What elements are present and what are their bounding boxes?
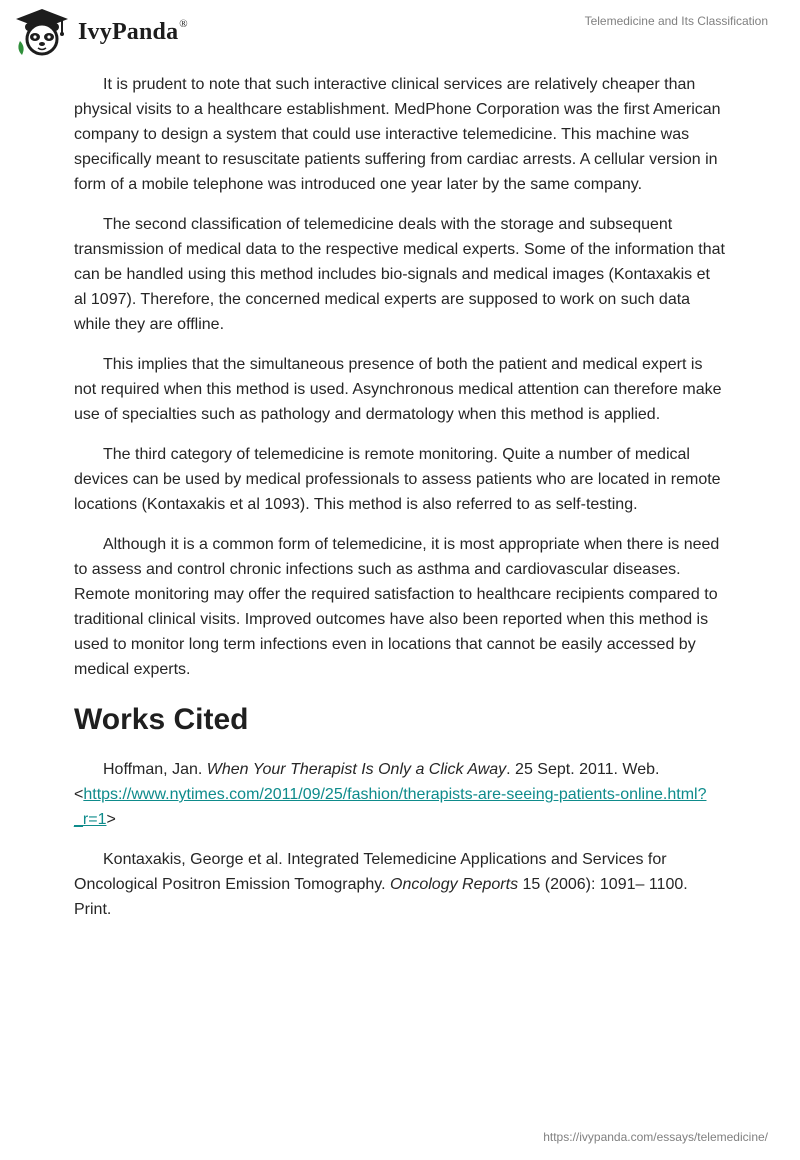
citation-details: . 25 Sept. 2011. Web. < xyxy=(74,761,660,803)
citation-journal: Oncology Reports xyxy=(390,876,519,893)
ivypanda-logo[interactable] xyxy=(14,7,188,57)
brand-name: IvyPanda® xyxy=(78,18,188,45)
citation-author: Hoffman, Jan. xyxy=(103,761,207,778)
citation-link-close: > xyxy=(106,811,116,828)
citation-author: Kontaxakis, George et al. Integrated Telemedicine Applications and Services for Oncological Positron Emission Tomography. xyxy=(74,851,667,893)
footer-url: https://ivypanda.com/essays/telemedicine/ xyxy=(543,1130,768,1144)
citation-entry xyxy=(74,757,726,832)
paragraph: The second classification of telemedicine deals with the storage and subsequent transmission of medical data to the respective medical experts. Some of the information that can be handled using this method includes bio-signals and medical images (Kontaxakis et al 1097). Therefore, the concerned medical experts are supposed to work on such data while they are offline. xyxy=(74,216,725,333)
paragraph: The third category of telemedicine is remote monitoring. Quite a number of medical devices can be used by medical professionals to assess patients who are located in remote locations (Kontaxakis et al 1093). This method is also referred to as self-testing. xyxy=(74,446,721,513)
document-title: Telemedicine and Its Classification xyxy=(584,14,768,28)
essay-body xyxy=(74,72,726,937)
paragraph: It is prudent to note that such interactive clinical services are relatively cheaper than physical visits to a healthcare establishment. MedPhone Corporation was the first American company to design a system that could use interactive telemedicine. This machine was specifically meant to resuscitate patients suffering from cardiac arrests. A cellular version in form of a mobile telephone was introduced one year later by the same company. xyxy=(74,76,721,193)
citation-link[interactable]: https://www.nytimes.com/2011/09/25/fashion/therapists-are-seeing-patients-online.html?_r=1 xyxy=(74,786,707,828)
citation-details: 15 (2006): 1091– 1100. Print. xyxy=(74,876,688,918)
page-header xyxy=(0,0,800,64)
citation-title: When Your Therapist Is Only a Click Away xyxy=(206,761,507,778)
paragraph: Although it is a common form of telemedicine, it is most appropriate when there is need to assess and control chronic infections such as asthma and cardiovascular diseases. Remote monitoring may offer the required satisfaction to healthcare recipients compared to traditional clinical visits. Improved outcomes have also been reported when this method is used to monitor long term infections even in locations that cannot be easily accessed by medical experts. xyxy=(74,536,720,678)
paragraph: This implies that the simultaneous presence of both the patient and medical expert is not required when this method is used. Asynchronous medical attention can therefore make use of specialties such as pathology and dermatology when this method is applied. xyxy=(74,356,722,423)
panda-graduate-icon xyxy=(14,7,70,57)
works-cited-heading: Works Cited xyxy=(74,703,249,736)
citation-entry xyxy=(74,847,726,922)
